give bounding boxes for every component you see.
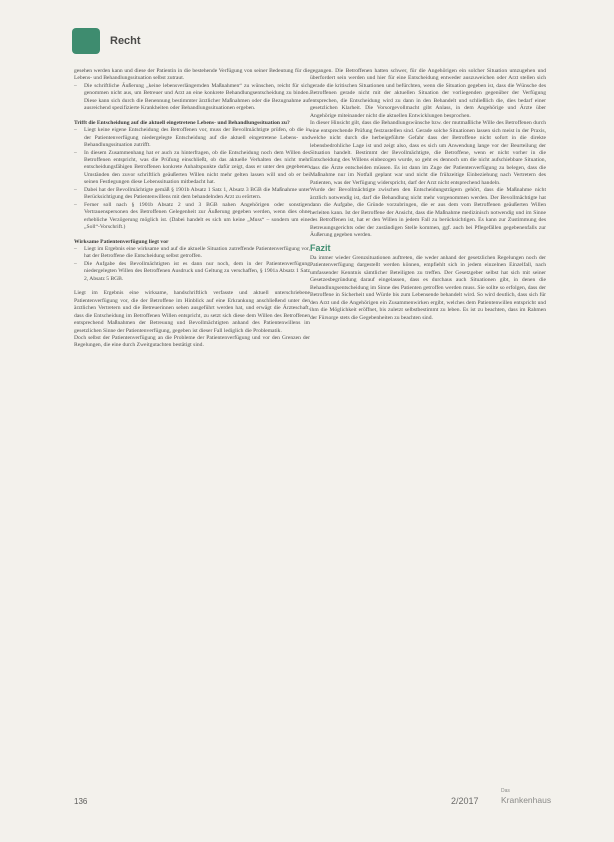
subheading: Wirksame Patientenverfügung liegt vor [74, 238, 169, 245]
body-paragraph: Wurde der Bevollmächtigte zwischen den Entscheidungsträgern gehört, dass die Maßnahme nicht ärztlich notwendig ist, darf die Behandlung nicht mehr vorgenommen werden. Der Bevollmächtigte hat dann die Aufgabe, die Gründe vorzubringen, die er aus dem vom Betroffenen geäußerten Willen herleiten kann. Ist der Betroffene der Ansicht, dass die Maßnahme medizinisch notwendig und im Sinne des Betroffenen ist, hat er den Willen in jedem Fall zu berücksichtigen. Es kann zur Zustimmung des Betreuungsgerichts oder der zuständigen Stelle kommen, ggf. auch bei Pflegefällen gegebenenfalls zur Äußerung gegeben werden. [310, 187, 546, 238]
issue-number: 2/2017 [451, 796, 479, 806]
body-paragraph: In dieser Hinsicht gilt, dass die Behandlungswünsche bzw. der mutmaßliche Wille des Betroffenen durch eine entsprechende Prüfung festzustellen sind. Gerade solche Situationen lassen sich meist in der Praxis, welche nicht durch die herbeigeführte Gefahr dass der Betroffene nicht sofort in die direkte lebensbedrohliche Lage ist und zeigt also, dass es sich um Anwendung lange vor der Beurteilung der Situation handelt. Bestimmt der Bevollmächtigte, die Betroffene, wenn er nicht vorher in die Entscheidung des Willens einbezogen wurde, so geht es dennoch um die nicht aufschiebbare Situation, dass die Ärzte entscheiden müssen. Es ist dann im Zuge der Patientenverfügung zu belegen, dass die Maßnahme nur im Notfall geplant war und nicht die frühzeitige Einbeziehung nach Vertretern des Patienten, was der Verfügung widerspricht, darf der Arzt nicht entsprechend handeln. [310, 120, 546, 186]
fazit-paragraph: Da immer wieder Grenzsituationen auftreten, die weder anhand der gesetzlichen Regelungen noch der Patientenverfügung dargestellt werden können, empfiehlt sich in jedem einzelnen Einzelfall, nach umfassender Kenntnis sämtlicher Beteiligten zu treffen. Der Gesetzgeber selbst hat sich mit seiner Gesetzesbegründung darauf eingelassen, dass es durchaus auch Situationen gibt, in denen die Behandlungsentscheidung im Sinne des Patienten getroffen werden muss. Sie sollte so erfolgen, dass der Betroffene in Sicherheit und Würde bis zum Lebensende behandelt wird. So wird deutlich, dass sich für den Arzt und die Angehörigen ein Zusammenwirken ergibt, welches dem Patientenwillen entspricht und ihm die Möglichkeit eröffnet, bis zuletzt selbstbestimmt zu leben. Es ist zu beachten, dass im Rahmen der Fürsorge stets die Gegebenheiten zu beachten sind. [310, 254, 546, 321]
left-column [74, 68, 310, 350]
brand-prefix: Das [501, 788, 510, 794]
list-item: – Liegt keine eigene Entscheidung des Betroffenen vor, muss der Bevollmächtigte prüfen, ob die in der Patientenverfügung niedergelegte Entscheidung auf die aktuell eingetretene Lebens- und Behandlungssituation zutrifft. [74, 127, 310, 149]
list-item: – Ferner soll nach § 1901b Absatz 2 und 3 BGB nahen Angehörigen oder sonstigen Vertrauenspersonen des Betroffenen Gelegenheit zur Äußerung gegeben werden, wenn dies ohne erhebliche Verzögerung möglich ist. (Dabei handelt es sich um keine „Muss“ – sondern um eine „Soll“-Vorschrift.) [74, 202, 310, 232]
subheading: Trifft die Entscheidung auf die aktuell eingetretene Lebens- und Behandlungssituation zu? [74, 119, 290, 126]
right-column [310, 68, 546, 322]
list-item: – Die Aufgabe des Bevollmächtigten ist es dann nur noch, dem in der Patientenverfügung niedergelegten Willen des Betroffenen Ausdruck und Geltung zu verschaffen, § 1901a Absatz 1 Satz 2, Absatz 5 BGB. [74, 261, 310, 283]
list-item: – Liegt im Ergebnis eine wirksame und auf die aktuelle Situation zutreffende Patientenverfügung vor, hat der Betroffene die Entscheidung selbst getroffen. [74, 246, 310, 261]
page-number: 136 [74, 797, 88, 806]
body-paragraph: Doch selbst der Patientenverfügung an die Probleme der Patientenverfügung und vor den Grenzen der Regelungen, die eine durch Zweitgutachten bestätigt sind. [74, 334, 310, 349]
intro-paragraph: gesehen werden kann und diese der Patientin in die bestehende Verfügung von seiner Bedeutung für die Lebens- und Behandlungssituation selbst zutraut. [74, 68, 310, 82]
body-paragraph: gegangen. Die Betroffenen hatten schwer, für die Angehörigen ein solcher Situation umzugehen und überfordert sein werden und hier für eine Entscheidung entweder auszuweichen oder Arzt stellen sich gerade die kritischen Situationen und befürchten, wenn die Situation gegeben ist, dass die Wünsche des Betroffenen gerade nicht mit der aktuellen Situation der vorliegenden gegenüber der Verfügung entsprechen, die Entscheidung wird zu dann in den Behandelt und schließlich die, dies bedarf einer gesetzlichen Klarheit. Die Vorsorgevollmacht gibt Anlass, in dem Angehörige und Ärzte über Angehörige miteinander nicht die aktuellen Entwicklungen besprochen. [310, 68, 546, 119]
list-item: – Die schriftliche Äußerung „keine lebensverlängernden Maßnahmen“ zu wünschen, reicht für sich genommen nicht aus, um Betreuer und Arzt an eine konkrete Behandlungsentscheidung zu binden. Diese kann sich durch die Benennung bestimmter ärztlicher Maßnahmen oder die Bezugnahme auf ausreichend spezifizierte Krankheiten oder Behandlungssituationen ergeben. [74, 83, 310, 113]
section-color-tab [72, 28, 100, 54]
section-header [72, 28, 141, 54]
footer-masthead [451, 788, 552, 810]
body-paragraph: Liegt im Ergebnis eine wirksame, handschriftlich verfasste und aktuell unterschriebene Patientenverfügung vor, die der Betroffene im Hinblick auf eine Erkrankung anschließend unter den ärztlichen Vertretern und die Betreuerinnen sehen ausgeführt werden hat, und erwägt die Ärzteschaft, dass die Entscheidung im Betroffenen Willen entspricht, zu setzt sich diese dem Willen des Betroffenen entsprechend Maßnahmen der Betreuung und Bevollmächtigten anhand des Patientenwillens im gesetzlichen Sinne der Patientenverfügung, gegeben ist dieser Fall lediglich die Problematik. [74, 290, 310, 334]
intro-bullet-list [74, 83, 310, 113]
fazit-heading: Fazit [310, 243, 331, 254]
list-item: – In diesem Zusammenhang hat er auch zu hinterfragen, ob die Entscheidung noch dem Willen des Betroffenen entspricht, was die Prüfung einschließt, ob das aktuelle Verhalten des nicht mehr entscheidungsfähigen Betroffenen konkrete Anhaltspunkte dafür zeigt, dass er unter den gegebenen Umständen den zuvor schriftlich geäußerten Willen nicht mehr gelten lassen will und ob er bei seinen Festlegungen diese Lebenssituation mitbedacht hat. [74, 150, 310, 187]
bullet-list-2 [74, 246, 310, 283]
bullet-list-1 [74, 127, 310, 231]
brand-name: Krankenhaus [501, 795, 552, 805]
list-item: – Dabei hat der Bevollmächtigte gemäß § 1901b Absatz 1 Satz 1, Absatz 3 BGB die Maßnahme unter Berücksichtigung des Patientenwillens mit dem behandelnden Arzt zu erörtern. [74, 187, 310, 202]
section-title: Recht [110, 35, 141, 47]
